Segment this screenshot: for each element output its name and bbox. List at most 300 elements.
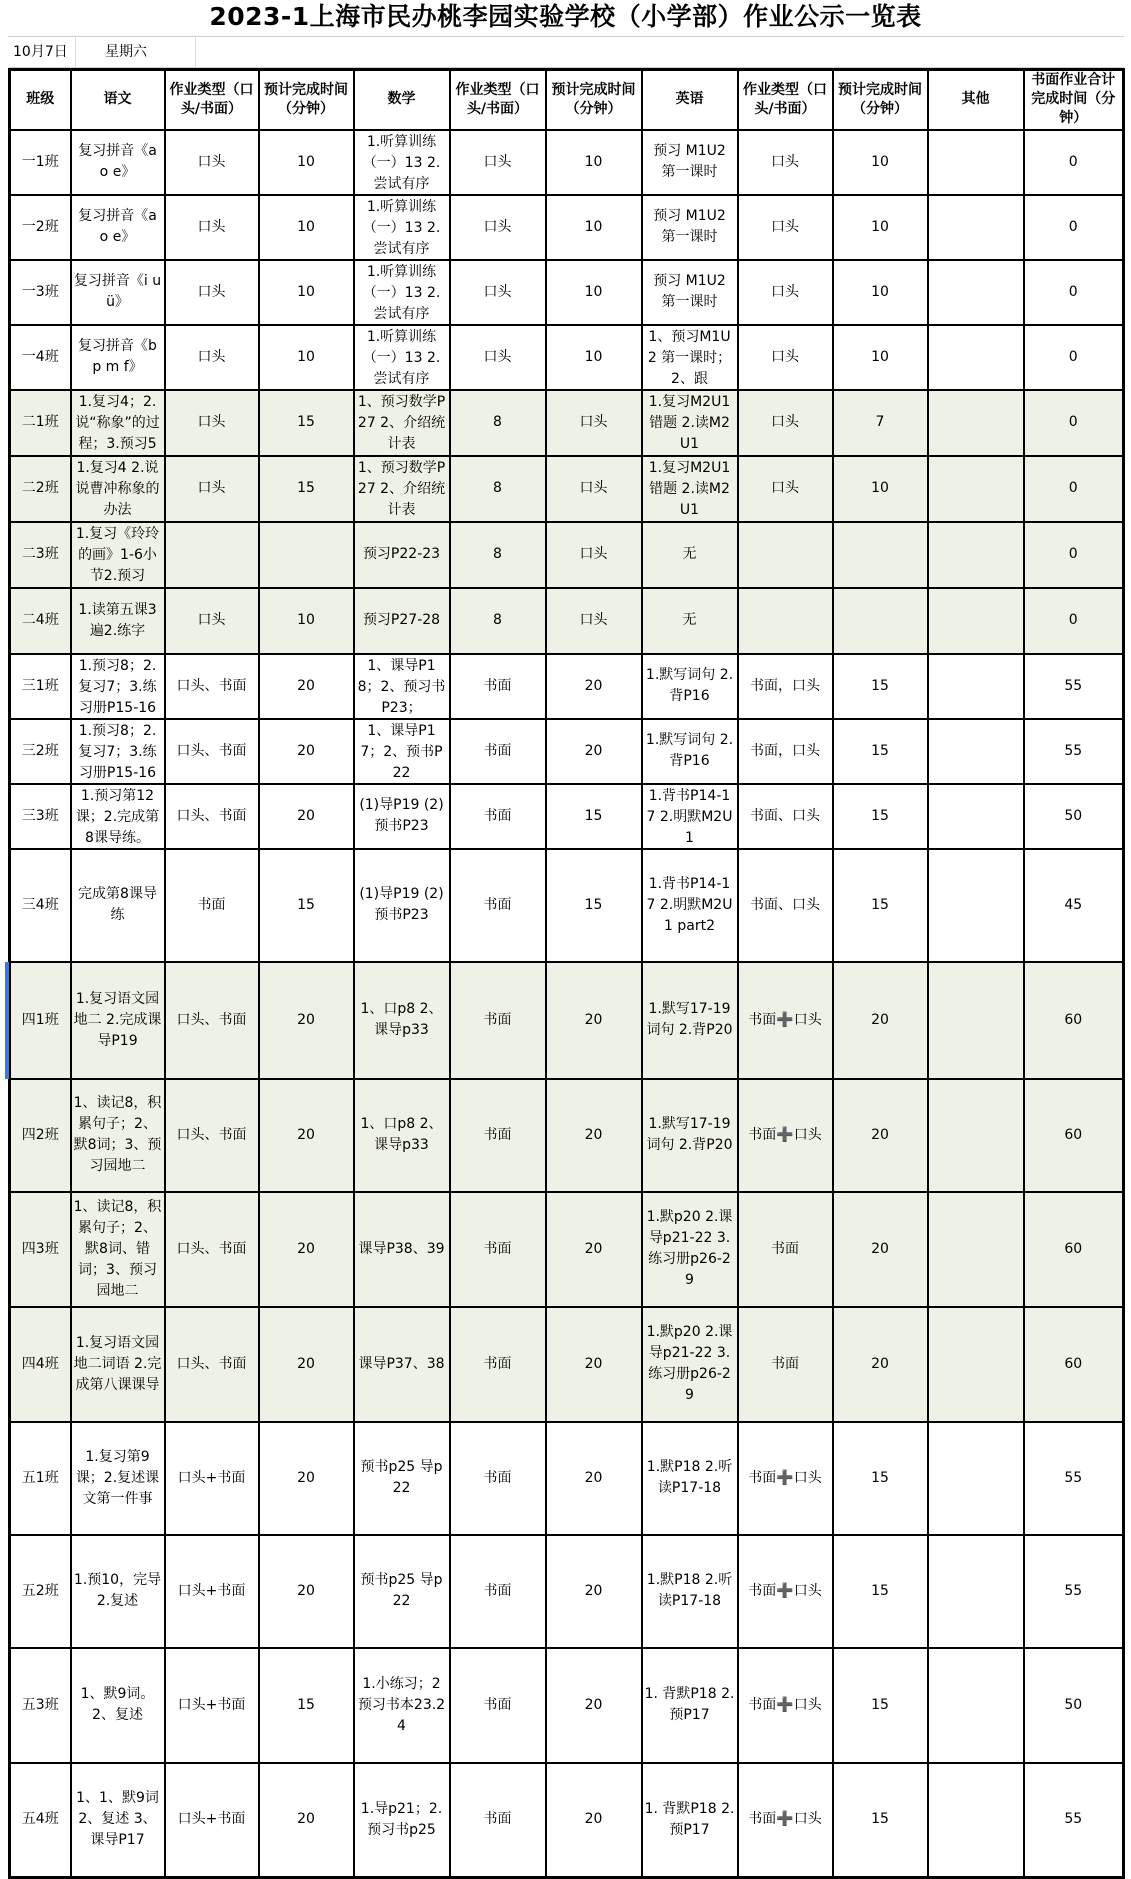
cell-other[interactable] (928, 390, 1024, 456)
cell-text: 15 (297, 1696, 315, 1713)
cell-class[interactable] (10, 522, 71, 588)
cell-english[interactable] (642, 588, 738, 654)
cell-chinese-type[interactable] (165, 1535, 259, 1648)
cell-chinese[interactable] (71, 1192, 165, 1307)
cell-english[interactable] (642, 962, 738, 1079)
cell-chinese[interactable] (71, 1763, 165, 1878)
cell-class[interactable] (10, 1422, 71, 1535)
cell-english[interactable] (642, 325, 738, 390)
cell-english-time[interactable] (833, 390, 928, 456)
cell-chinese-time[interactable] (259, 654, 354, 719)
cell-chinese-type[interactable] (165, 325, 259, 390)
cell-english[interactable] (642, 1763, 738, 1878)
cell-total-time[interactable] (1024, 195, 1124, 260)
cell-class[interactable] (10, 588, 71, 654)
cell-english-type[interactable] (738, 390, 833, 456)
cell-other[interactable] (928, 130, 1024, 195)
cell-english-time[interactable] (833, 588, 928, 654)
cell-class[interactable] (10, 130, 71, 195)
cell-total-time[interactable] (1024, 719, 1124, 784)
cell-chinese-time[interactable] (259, 260, 354, 325)
cell-chinese[interactable] (71, 654, 165, 719)
cell-chinese-type[interactable] (165, 719, 259, 784)
cell-english-type[interactable] (738, 654, 833, 719)
cell-text: 书面 (483, 1811, 512, 1828)
cell-text: (1)导P19 (2)预书P23 (359, 797, 444, 834)
cell-english-type[interactable] (738, 1648, 833, 1763)
cell-text: 书面➕口头 (748, 1469, 822, 1486)
cell-chinese-type[interactable] (165, 195, 259, 260)
cell-chinese-time[interactable] (259, 962, 354, 1079)
cell-other[interactable] (928, 456, 1024, 522)
cell-chinese-type[interactable] (165, 260, 259, 325)
table-body (10, 130, 1124, 1878)
cell-total-time[interactable] (1024, 456, 1124, 522)
cell-math-type[interactable] (450, 260, 546, 325)
cell-chinese[interactable] (71, 130, 165, 195)
cell-math[interactable] (354, 784, 450, 849)
column-header[interactable]: 作业类型（口头/书面） (738, 70, 833, 130)
cell-math[interactable] (354, 260, 450, 325)
cell-english[interactable] (642, 719, 738, 784)
table-row (10, 1422, 1124, 1535)
cell-text: 20 (584, 1011, 603, 1028)
cell-math-time[interactable] (546, 522, 642, 588)
cell-chinese-time[interactable] (259, 849, 354, 962)
cell-english-type[interactable] (738, 325, 833, 390)
cell-math-time[interactable] (546, 588, 642, 654)
cell-class[interactable] (10, 456, 71, 522)
cell-other[interactable] (928, 719, 1024, 784)
cell-math[interactable] (354, 1079, 450, 1192)
cell-class[interactable] (10, 325, 71, 390)
cell-english-type[interactable] (738, 719, 833, 784)
cell-text: 10 (871, 348, 889, 365)
column-header[interactable]: 作业类型（口头/书面） (165, 70, 259, 130)
cell-math-time[interactable] (546, 849, 642, 962)
cell-text: 口头 (579, 546, 608, 562)
cell-total-time[interactable] (1024, 784, 1124, 849)
cell-chinese[interactable] (71, 1535, 165, 1648)
cell-other[interactable] (928, 1307, 1024, 1422)
cell-math-type[interactable] (450, 849, 546, 962)
cell-text: 10 (297, 218, 315, 235)
cell-text: 15 (871, 807, 889, 824)
cell-other[interactable] (928, 784, 1024, 849)
cell-text: 预习 M1U2 第一课时 (653, 273, 726, 310)
cell-text: 口头、书面 (176, 1355, 247, 1372)
cell-chinese-type[interactable] (165, 1422, 259, 1535)
cell-english-time[interactable] (833, 1307, 928, 1422)
cell-chinese-type[interactable] (165, 1192, 259, 1307)
cell-math-time[interactable] (546, 784, 642, 849)
cell-class[interactable] (10, 962, 71, 1079)
cell-english-time[interactable] (833, 1763, 928, 1878)
cell-chinese-time[interactable] (259, 1307, 354, 1422)
cell-chinese-time[interactable] (259, 522, 354, 588)
cell-total-time[interactable] (1024, 1192, 1124, 1307)
cell-chinese[interactable] (71, 390, 165, 456)
cell-other[interactable] (928, 1192, 1024, 1307)
cell-class[interactable] (10, 1307, 71, 1422)
column-header[interactable]: 作业类型（口头/书面） (450, 70, 546, 130)
cell-math[interactable] (354, 325, 450, 390)
cell-chinese-type[interactable] (165, 1648, 259, 1763)
cell-other[interactable] (928, 962, 1024, 1079)
cell-math[interactable] (354, 522, 450, 588)
cell-math[interactable] (354, 588, 450, 654)
cell-english-type[interactable] (738, 784, 833, 849)
cell-total-time[interactable] (1024, 1422, 1124, 1535)
cell-math-type[interactable] (450, 522, 546, 588)
cell-math-type[interactable] (450, 1535, 546, 1648)
cell-chinese-type[interactable] (165, 456, 259, 522)
cell-math-type[interactable] (450, 1763, 546, 1878)
cell-text: 20 (584, 742, 603, 759)
cell-english-type[interactable] (738, 1079, 833, 1192)
cell-math-type[interactable] (450, 390, 546, 456)
cell-chinese-type[interactable] (165, 784, 259, 849)
weekday-cell[interactable]: 星期六 (75, 37, 196, 67)
cell-chinese[interactable] (71, 522, 165, 588)
cell-chinese-type[interactable] (165, 522, 259, 588)
cell-text: 10 (584, 348, 603, 365)
cell-english-type[interactable] (738, 1192, 833, 1307)
cell-text: 1.默P18 2.听读P17-18 (646, 1572, 733, 1609)
cell-chinese[interactable] (71, 195, 165, 260)
cell-math[interactable] (354, 962, 450, 1079)
cell-chinese[interactable] (71, 456, 165, 522)
cell-math[interactable] (354, 1763, 450, 1878)
column-header[interactable]: 班级 (10, 70, 71, 130)
cell-text: 55 (1064, 1582, 1083, 1599)
cell-text: 1、预习M1U2 第一课时；2、跟 (647, 328, 732, 387)
cell-chinese-type[interactable] (165, 654, 259, 719)
cell-english-type[interactable] (738, 130, 833, 195)
cell-english[interactable] (642, 654, 738, 719)
cell-english-time[interactable] (833, 1079, 928, 1192)
cell-chinese-time[interactable] (259, 456, 354, 522)
cell-english-time[interactable] (833, 1648, 928, 1763)
cell-text: 书面 (483, 1355, 512, 1372)
cell-english-time[interactable] (833, 654, 928, 719)
cell-english-time[interactable] (833, 195, 928, 260)
cell-total-time[interactable] (1024, 654, 1124, 719)
cell-math-time[interactable] (546, 1192, 642, 1307)
cell-english-type[interactable] (738, 1535, 833, 1648)
cell-chinese[interactable] (71, 1079, 165, 1192)
cell-chinese[interactable] (71, 849, 165, 962)
cell-text: 五4班 (21, 1811, 59, 1828)
cell-english-type[interactable] (738, 260, 833, 325)
cell-class[interactable] (10, 849, 71, 962)
cell-total-time[interactable] (1024, 260, 1124, 325)
cell-math[interactable] (354, 1422, 450, 1535)
cell-chinese[interactable] (71, 588, 165, 654)
column-header[interactable]: 数学 (354, 70, 450, 130)
cell-english-time[interactable] (833, 1535, 928, 1648)
cell-math[interactable] (354, 849, 450, 962)
cell-english[interactable] (642, 456, 738, 522)
cell-class[interactable] (10, 719, 71, 784)
cell-english[interactable] (642, 1307, 738, 1422)
cell-math[interactable] (354, 456, 450, 522)
cell-chinese[interactable] (71, 1307, 165, 1422)
row-selection-marker (5, 962, 9, 1079)
cell-chinese-time[interactable] (259, 1079, 354, 1192)
date-cell[interactable]: 10月7日 (8, 37, 76, 67)
cell-english-time[interactable] (833, 325, 928, 390)
cell-english-time[interactable] (833, 962, 928, 1079)
cell-math[interactable] (354, 390, 450, 456)
cell-english-type[interactable] (738, 1763, 833, 1878)
cell-text: 一3班 (21, 283, 59, 300)
cell-english-time[interactable] (833, 849, 928, 962)
cell-other[interactable] (928, 1648, 1024, 1763)
cell-math[interactable] (354, 1535, 450, 1648)
cell-math-time[interactable] (546, 962, 642, 1079)
cell-english[interactable] (642, 260, 738, 325)
cell-other[interactable] (928, 195, 1024, 260)
cell-chinese-type[interactable] (165, 849, 259, 962)
cell-total-time[interactable] (1024, 522, 1124, 588)
cell-other[interactable] (928, 654, 1024, 719)
column-header[interactable]: 预计完成时间（分钟） (833, 70, 928, 130)
cell-math-time[interactable] (546, 456, 642, 522)
cell-text: 书面 (483, 1240, 512, 1257)
cell-english-type[interactable] (738, 849, 833, 962)
cell-english-type[interactable] (738, 522, 833, 588)
cell-other[interactable] (928, 522, 1024, 588)
cell-total-time[interactable] (1024, 1648, 1124, 1763)
cell-math[interactable] (354, 1648, 450, 1763)
cell-total-time[interactable] (1024, 849, 1124, 962)
cell-chinese[interactable] (71, 784, 165, 849)
cell-chinese-time[interactable] (259, 588, 354, 654)
cell-english-time[interactable] (833, 1192, 928, 1307)
cell-math-type[interactable] (450, 325, 546, 390)
cell-math-time[interactable] (546, 1422, 642, 1535)
cell-chinese[interactable] (71, 719, 165, 784)
cell-chinese-time[interactable] (259, 1535, 354, 1648)
cell-chinese-time[interactable] (259, 719, 354, 784)
cell-chinese-time[interactable] (259, 1763, 354, 1878)
cell-text: 预习P27-28 (362, 612, 441, 628)
cell-text: 完成第8课导练 (78, 886, 157, 923)
cell-other[interactable] (928, 588, 1024, 654)
homework-table (8, 68, 1125, 1879)
cell-text: 20 (871, 1355, 889, 1372)
cell-chinese[interactable] (71, 1422, 165, 1535)
cell-chinese-type[interactable] (165, 130, 259, 195)
cell-math[interactable] (354, 130, 450, 195)
column-header[interactable]: 其他 (928, 70, 1024, 130)
cell-chinese-time[interactable] (259, 325, 354, 390)
cell-total-time[interactable] (1024, 130, 1124, 195)
cell-math-type[interactable] (450, 130, 546, 195)
cell-english[interactable] (642, 1422, 738, 1535)
cell-chinese-type[interactable] (165, 1763, 259, 1878)
cell-math-time[interactable] (546, 1079, 642, 1192)
cell-math[interactable] (354, 1307, 450, 1422)
column-header[interactable]: 书面作业合计完成时间（分钟） (1024, 70, 1124, 130)
cell-math[interactable] (354, 719, 450, 784)
cell-class[interactable] (10, 1763, 71, 1878)
cell-math-type[interactable] (450, 456, 546, 522)
cell-total-time[interactable] (1024, 1535, 1124, 1648)
cell-math[interactable] (354, 1192, 450, 1307)
cell-math-type[interactable] (450, 1079, 546, 1192)
cell-math-type[interactable] (450, 588, 546, 654)
cell-math-type[interactable] (450, 1307, 546, 1422)
cell-math-time[interactable] (546, 1648, 642, 1763)
cell-class[interactable] (10, 784, 71, 849)
cell-text: 60 (1064, 1240, 1083, 1257)
cell-other[interactable] (928, 1079, 1024, 1192)
cell-math-type[interactable] (450, 719, 546, 784)
cell-chinese-type[interactable] (165, 1079, 259, 1192)
cell-english[interactable] (642, 130, 738, 195)
cell-english-time[interactable] (833, 260, 928, 325)
cell-class[interactable] (10, 260, 71, 325)
cell-text: 20 (297, 1126, 315, 1143)
cell-class[interactable] (10, 1192, 71, 1307)
cell-english-type[interactable] (738, 588, 833, 654)
cell-math-time[interactable] (546, 130, 642, 195)
cell-english[interactable] (642, 1079, 738, 1192)
cell-total-time[interactable] (1024, 962, 1124, 1079)
cell-text: 20 (297, 1582, 315, 1599)
cell-other[interactable] (928, 325, 1024, 390)
cell-english-type[interactable] (738, 962, 833, 1079)
cell-chinese-time[interactable] (259, 1422, 354, 1535)
cell-english-type[interactable] (738, 195, 833, 260)
cell-chinese-type[interactable] (165, 1307, 259, 1422)
cell-math-type[interactable] (450, 784, 546, 849)
cell-english[interactable] (642, 1192, 738, 1307)
cell-text: 0 (1068, 414, 1078, 430)
cell-text: 书面 (483, 807, 512, 824)
column-header[interactable]: 预计完成时间（分钟） (259, 70, 354, 130)
cell-class[interactable] (10, 195, 71, 260)
cell-other[interactable] (928, 1422, 1024, 1535)
cell-chinese-time[interactable] (259, 1192, 354, 1307)
cell-math-type[interactable] (450, 195, 546, 260)
cell-math-type[interactable] (450, 1422, 546, 1535)
cell-chinese[interactable] (71, 325, 165, 390)
cell-text: 书面➕口头 (748, 1811, 822, 1828)
cell-english[interactable] (642, 1535, 738, 1648)
cell-chinese-time[interactable] (259, 195, 354, 260)
column-header[interactable]: 英语 (642, 70, 738, 130)
cell-text: 10 (871, 480, 889, 496)
cell-other[interactable] (928, 260, 1024, 325)
cell-math-time[interactable] (546, 325, 642, 390)
cell-math-time[interactable] (546, 1535, 642, 1648)
cell-english-time[interactable] (833, 522, 928, 588)
cell-text: 15 (871, 1582, 889, 1599)
cell-english-type[interactable] (738, 1307, 833, 1422)
cell-math-time[interactable] (546, 195, 642, 260)
cell-english-time[interactable] (833, 130, 928, 195)
cell-chinese[interactable] (71, 962, 165, 1079)
cell-total-time[interactable] (1024, 1307, 1124, 1422)
cell-math[interactable] (354, 654, 450, 719)
cell-total-time[interactable] (1024, 1079, 1124, 1192)
cell-total-time[interactable] (1024, 390, 1124, 456)
cell-english[interactable] (642, 784, 738, 849)
cell-english[interactable] (642, 195, 738, 260)
cell-math-time[interactable] (546, 1763, 642, 1878)
cell-chinese-time[interactable] (259, 1648, 354, 1763)
cell-text: 10 (297, 283, 315, 300)
cell-english-time[interactable] (833, 1422, 928, 1535)
cell-other[interactable] (928, 1535, 1024, 1648)
cell-math-type[interactable] (450, 654, 546, 719)
cell-text: 1.默写17-19词句 2.背P20 (646, 1116, 733, 1153)
cell-text: 书面 (483, 1469, 512, 1486)
cell-english[interactable] (642, 849, 738, 962)
cell-math-time[interactable] (546, 654, 642, 719)
cell-text: 口头 (483, 153, 512, 170)
cell-chinese-type[interactable] (165, 962, 259, 1079)
column-header[interactable]: 预计完成时间（分钟） (546, 70, 642, 130)
cell-math-time[interactable] (546, 260, 642, 325)
cell-math-type[interactable] (450, 962, 546, 1079)
cell-math-type[interactable] (450, 1192, 546, 1307)
cell-text: 复习拼音《a o e》 (78, 208, 157, 245)
cell-text: 口头、书面 (176, 807, 247, 824)
cell-text: 四2班 (21, 1126, 59, 1143)
cell-math[interactable] (354, 195, 450, 260)
cell-other[interactable] (928, 849, 1024, 962)
cell-class[interactable] (10, 390, 71, 456)
cell-chinese-type[interactable] (165, 390, 259, 456)
cell-english-time[interactable] (833, 456, 928, 522)
cell-total-time[interactable] (1024, 588, 1124, 654)
cell-math-type[interactable] (450, 1648, 546, 1763)
cell-chinese-time[interactable] (259, 390, 354, 456)
cell-english-type[interactable] (738, 456, 833, 522)
cell-class[interactable] (10, 1079, 71, 1192)
cell-other[interactable] (928, 1763, 1024, 1878)
cell-math-time[interactable] (546, 1307, 642, 1422)
cell-math-time[interactable] (546, 390, 642, 456)
cell-class[interactable] (10, 654, 71, 719)
column-header[interactable]: 语文 (71, 70, 165, 130)
cell-chinese[interactable] (71, 260, 165, 325)
cell-text: 15 (871, 677, 889, 694)
cell-english-time[interactable] (833, 784, 928, 849)
cell-total-time[interactable] (1024, 325, 1124, 390)
cell-chinese-time[interactable] (259, 784, 354, 849)
cell-class[interactable] (10, 1648, 71, 1763)
cell-english-type[interactable] (738, 1422, 833, 1535)
cell-english[interactable] (642, 1648, 738, 1763)
cell-english-time[interactable] (833, 719, 928, 784)
cell-text: 四3班 (21, 1240, 59, 1257)
cell-english[interactable] (642, 390, 738, 456)
cell-total-time[interactable] (1024, 1763, 1124, 1878)
cell-english[interactable] (642, 522, 738, 588)
cell-chinese[interactable] (71, 1648, 165, 1763)
cell-math-time[interactable] (546, 719, 642, 784)
cell-text: 口头 (579, 414, 608, 430)
cell-class[interactable] (10, 1535, 71, 1648)
cell-text: 20 (584, 1811, 603, 1828)
cell-chinese-type[interactable] (165, 588, 259, 654)
cell-chinese-time[interactable] (259, 130, 354, 195)
